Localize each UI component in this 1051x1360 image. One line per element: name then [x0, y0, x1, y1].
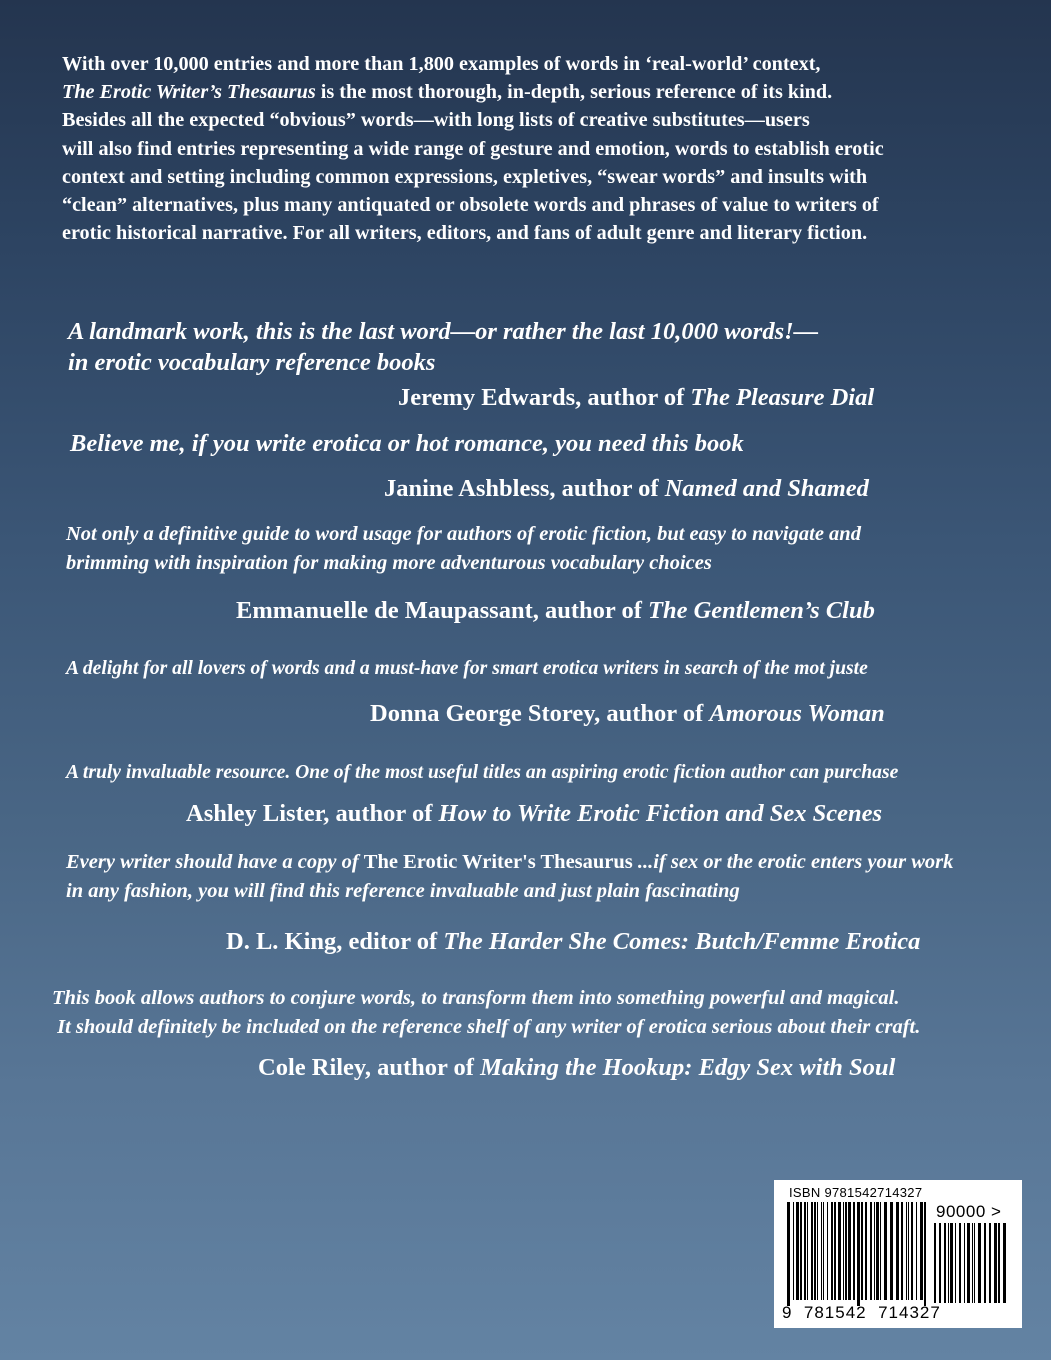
barcode-bar	[814, 1202, 816, 1300]
barcode-bar	[787, 1202, 790, 1306]
barcode-bar	[821, 1202, 822, 1300]
barcode-bar	[994, 1223, 997, 1303]
barcode-bar	[934, 1223, 936, 1303]
addon-barcode-bars	[934, 1223, 1012, 1303]
barcode-bar	[804, 1202, 806, 1300]
review-attribution: Janine Ashbless, author of Named and Shamed	[384, 475, 869, 502]
barcode-bar	[823, 1202, 824, 1300]
barcode-bar	[876, 1202, 879, 1300]
barcode-bar	[978, 1223, 981, 1303]
barcode-bar	[948, 1223, 949, 1303]
blurb-line: “clean” alternatives, plus many antiquated or obsolete words and phrases of value to writers of	[62, 194, 879, 217]
barcode-bar	[972, 1223, 973, 1303]
barcode-bar	[901, 1202, 903, 1300]
book-title: The Erotic Writer's Thesaurus	[363, 851, 633, 873]
barcode-bar	[874, 1202, 875, 1300]
review-attribution: Ashley Lister, author of How to Write Erotic Fiction and Sex Scenes	[186, 800, 883, 827]
barcode-bar	[906, 1202, 907, 1300]
blurb-line: will also find entries representing a wide range of gesture and emotion, words to establish erotic	[62, 137, 884, 160]
barcode-bar	[800, 1202, 802, 1300]
barcode-bar	[845, 1202, 847, 1300]
barcode-bar	[908, 1202, 909, 1300]
barcode-bar	[896, 1202, 899, 1300]
barcode-bar	[989, 1223, 991, 1303]
barcode-bar	[843, 1202, 844, 1300]
isbn-label: ISBN 9781542714327	[789, 1185, 923, 1200]
review-quote: Not only a definitive guide to word usage for authors of erotic fiction, but easy to navigate and brimming with inspiration for making more adventurous vocabulary choices	[66, 523, 861, 574]
isbn-barcode	[774, 1180, 1022, 1328]
review-quote: A delight for all lovers of words and a must-have for smart erotica writers in search of the mot juste	[66, 658, 868, 679]
barcode-bar	[955, 1223, 956, 1303]
barcode-bar	[817, 1202, 818, 1300]
review-attribution: D. L. King, editor of The Harder She Comes: Butch/Femme Erotica	[226, 928, 921, 955]
barcode-bar	[964, 1223, 965, 1303]
blurb-line: With over 10,000 entries and more than 1,800 examples of words in ‘real-world’ context,	[62, 53, 821, 75]
review-quote: Every writer should have a copy of The Erotic Writer's Thesaurus ...if sex or the erotic enters your work in any fashion, you will find this reference invaluable and just plain fascinating	[66, 851, 954, 902]
barcode-bar	[857, 1202, 860, 1306]
barcode-bar	[827, 1202, 828, 1300]
barcode-bar	[793, 1202, 794, 1300]
barcode-bar	[865, 1202, 867, 1300]
review-attribution: Jeremy Edwards, author of The Pleasure Dial	[398, 384, 875, 411]
ean-digits: 9 781542 714327	[782, 1303, 941, 1322]
barcode-bar	[920, 1202, 923, 1300]
barcode-bar	[967, 1223, 970, 1303]
barcode-bar	[950, 1223, 953, 1303]
review-quote: Believe me, if you write erotica or hot romance, you need this book	[70, 430, 744, 457]
book-title: The Erotic Writer’s Thesaurus	[62, 81, 316, 104]
barcode-bar	[838, 1202, 841, 1300]
description-blurb	[62, 50, 982, 247]
barcode-bar	[924, 1202, 926, 1306]
barcode-bar	[959, 1223, 961, 1303]
barcode-bar	[831, 1202, 833, 1300]
barcode-bar	[811, 1202, 813, 1300]
barcode-bar	[911, 1202, 913, 1300]
barcode-bar	[974, 1223, 975, 1303]
review-quote: This book allows authors to conjure words, to transform them into something powerful and magical. It should definitely be included on the reference shelf of any writer of erotica serious about their craft.	[52, 987, 921, 1038]
barcode-bar	[834, 1202, 836, 1300]
barcode-bar	[944, 1223, 946, 1303]
barcode-bar	[853, 1202, 855, 1300]
barcode-bar	[1003, 1223, 1006, 1303]
barcode-bar	[916, 1202, 917, 1300]
barcode-bar	[890, 1202, 893, 1300]
blurb-line: context and setting including common expressions, expletives, “swear words” and insults with	[62, 165, 868, 188]
barcode-bar	[880, 1202, 881, 1300]
blurb-line: The Erotic Writer’s Thesaurus is the most thorough, in-depth, serious reference of its kind.	[62, 81, 833, 104]
review-attribution: Cole Riley, author of Making the Hookup: Edgy Sex with Soul	[258, 1054, 896, 1081]
review-attribution: Donna George Storey, author of Amorous Woman	[370, 700, 885, 727]
barcode-bar	[807, 1202, 808, 1300]
barcode-bar	[998, 1223, 1000, 1303]
ean-barcode-bars	[787, 1202, 927, 1306]
price-code: 90000 >	[936, 1202, 1002, 1221]
barcode-bar	[861, 1202, 863, 1300]
review-quote: A landmark work, this is the last word—or rather the last 10,000 words!— in erotic vocabulary reference books	[68, 318, 819, 376]
blurb-line: Besides all the expected “obvious” words—with long lists of creative substitutes—users	[62, 109, 810, 132]
review-quote: A truly invaluable resource. One of the most useful titles an aspiring erotic fiction author can purchase	[66, 762, 899, 783]
barcode-bar	[884, 1202, 887, 1300]
barcode-bar	[796, 1202, 799, 1300]
blurb-line: erotic historical narrative. For all writers, editors, and fans of adult genre and literary fiction.	[62, 222, 868, 245]
barcode-bar	[984, 1223, 986, 1303]
barcode-bar	[939, 1223, 941, 1303]
barcode-bar	[848, 1202, 851, 1300]
barcode-bar	[870, 1202, 872, 1300]
review-attribution: Emmanuelle de Maupassant, author of The Gentlemen’s Club	[236, 597, 875, 624]
